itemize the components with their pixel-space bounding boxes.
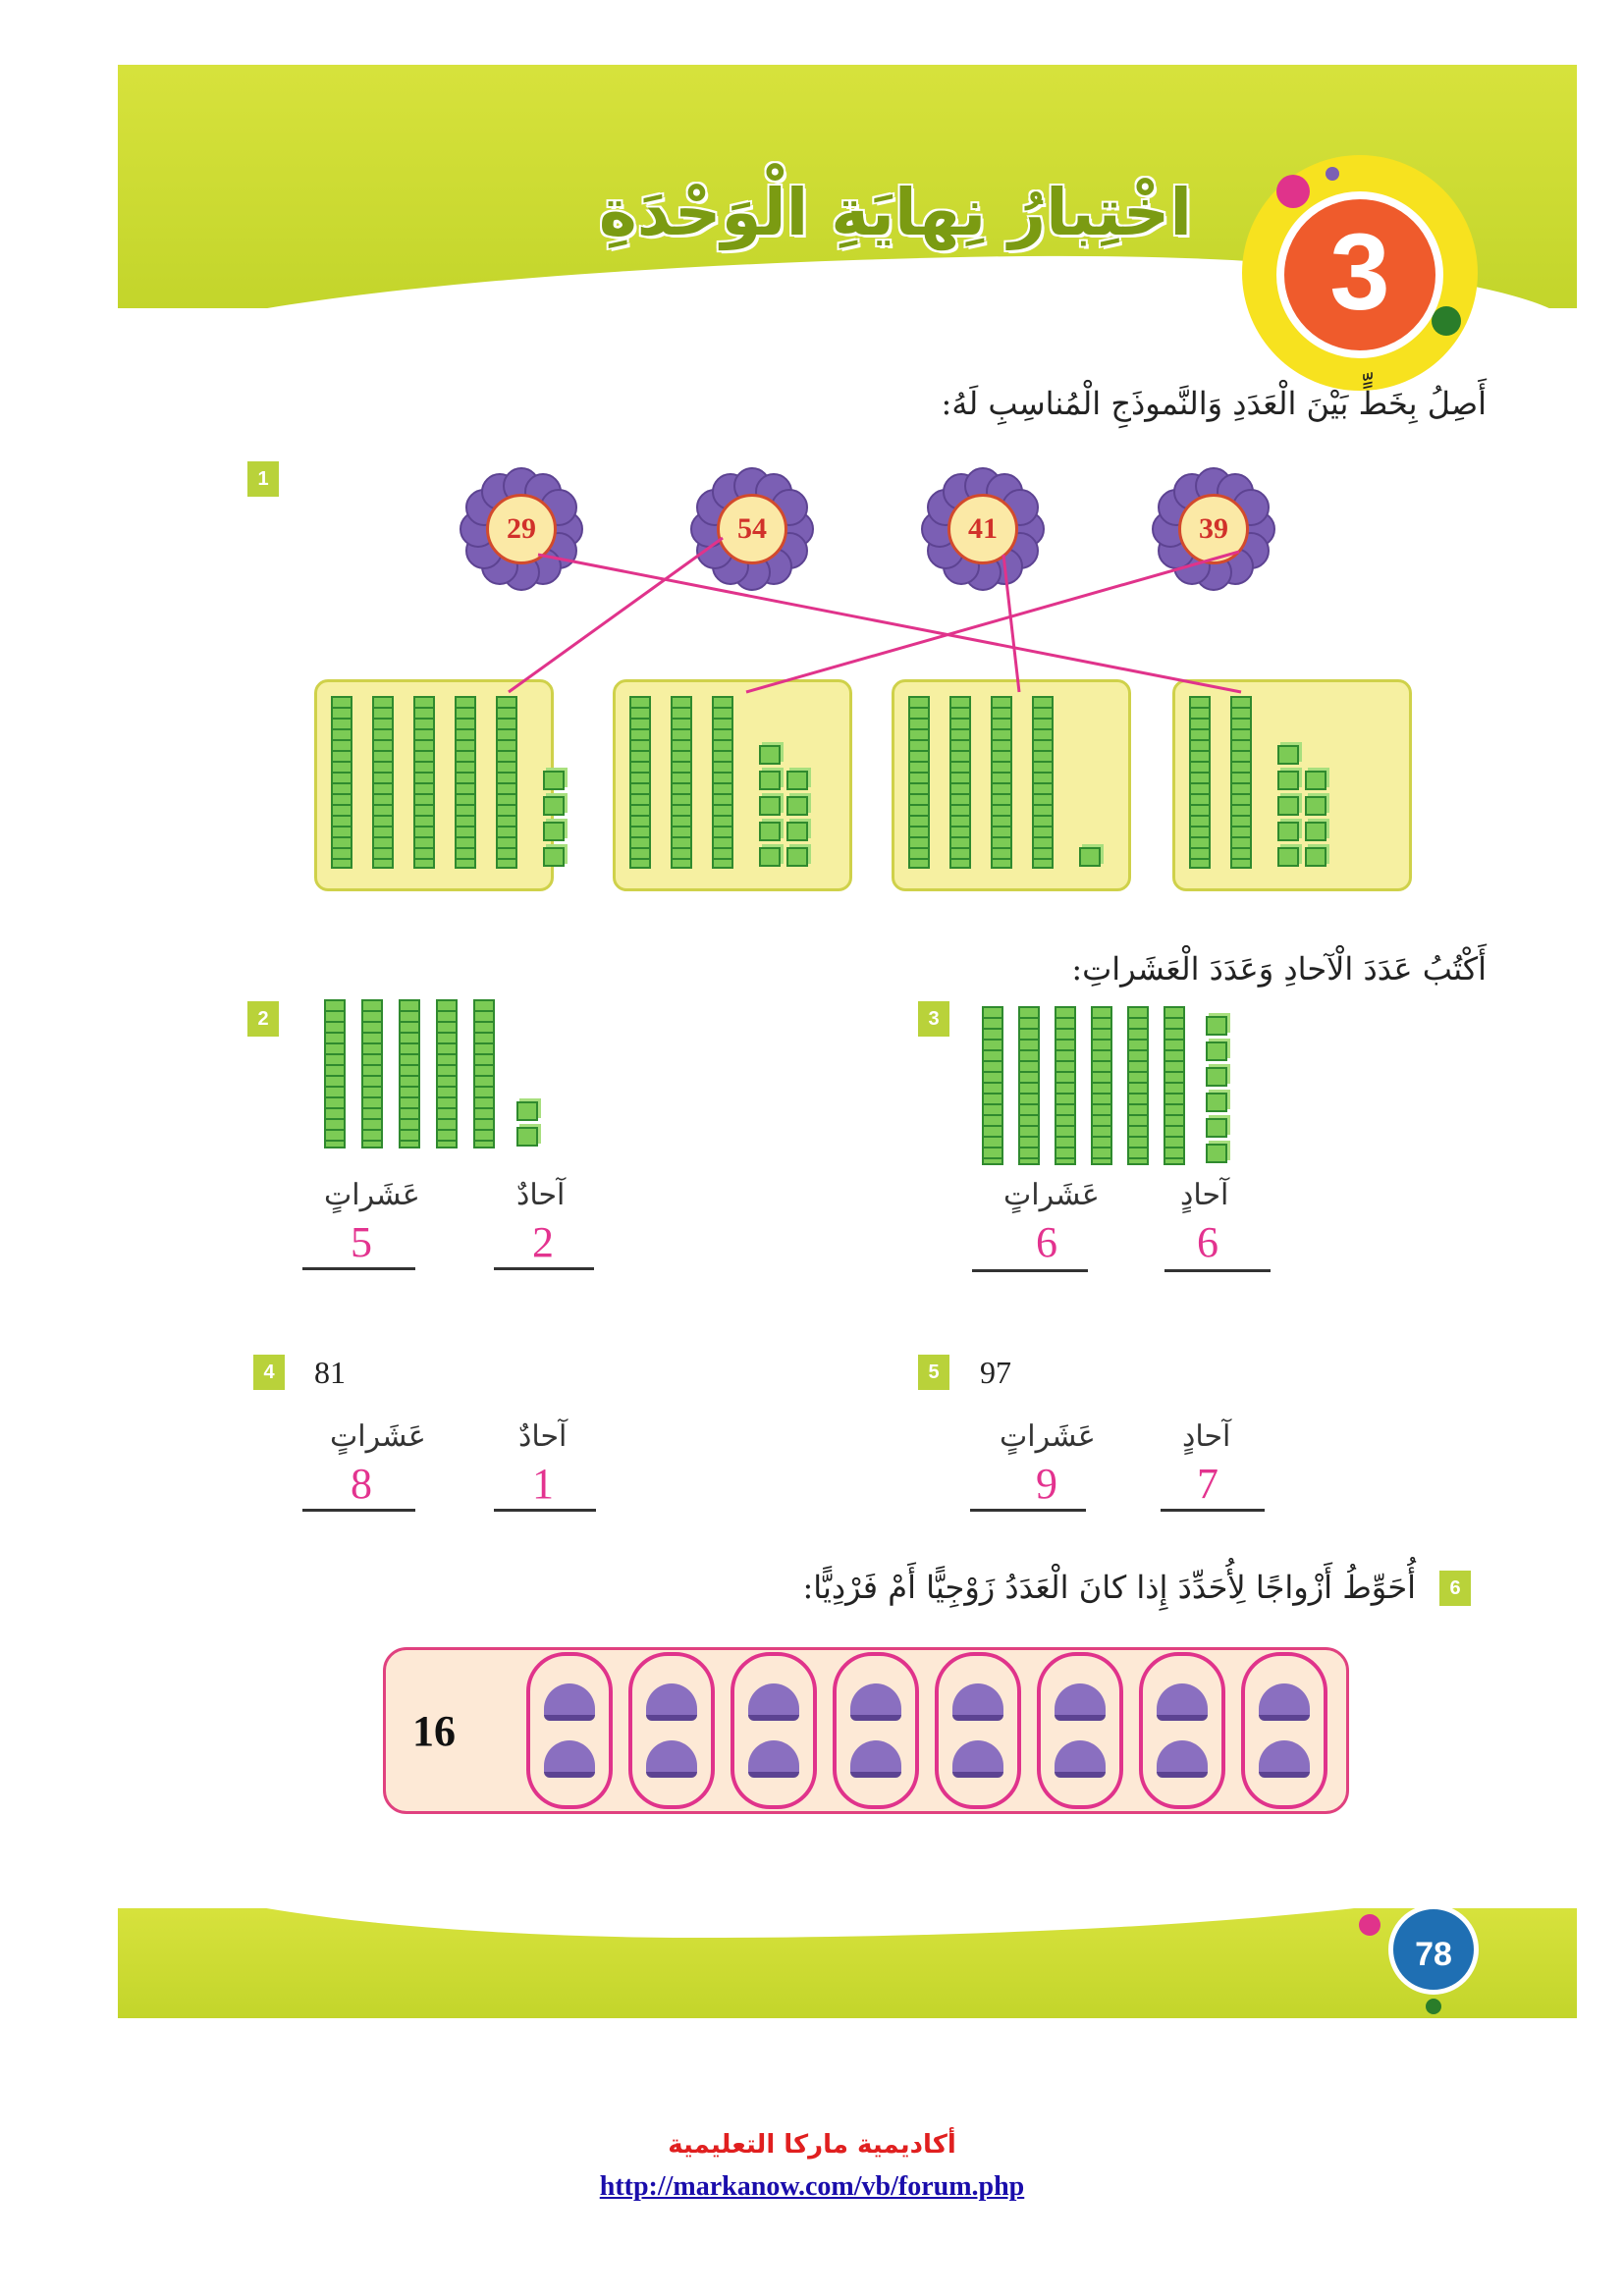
flower-number: 54 (717, 494, 787, 564)
q2-ones-answer: 2 (532, 1218, 554, 1266)
q3-ones-line (1164, 1269, 1271, 1272)
q2-tens-line (302, 1267, 415, 1270)
forum-link[interactable]: http://markanow.com/vb/forum.php (599, 2171, 1025, 2202)
hat-icon (748, 1683, 799, 1721)
pair-loop (526, 1652, 613, 1809)
pair-loop (1139, 1652, 1225, 1809)
page-title: اخْتِبارُ نِهايَةِ الْوَحْدَةِ (598, 175, 1192, 250)
pair-loop (1037, 1652, 1123, 1809)
ten-rod (436, 999, 458, 1148)
page-number: 78 (1388, 1904, 1479, 1995)
q4-tens-answer: 8 (351, 1460, 372, 1508)
q5-tens-answer: 9 (1036, 1460, 1057, 1508)
q3-tens-answer: 6 (1036, 1218, 1057, 1266)
question-number-2: 2 (247, 1001, 279, 1037)
hat-icon (646, 1740, 697, 1778)
question-number-4: 4 (253, 1355, 285, 1390)
credit-url (0, 2171, 1624, 2203)
ten-rod (473, 999, 495, 1148)
q1-instruction: أَصِلُ بِخَطٍّ بَيْنَ الْعَدَدِ وَالنَّموذَجِ الْمُناسِبِ لَهُ: (941, 385, 1487, 422)
hat-icon (1259, 1740, 1310, 1778)
one-cube (1206, 1144, 1227, 1163)
ten-rod (1055, 1006, 1076, 1165)
hat-icon (544, 1683, 595, 1721)
hat-icon (646, 1683, 697, 1721)
flower-number: 39 (1178, 494, 1249, 564)
credit-text: أكاديمية ماركا التعليمية (668, 2130, 956, 2160)
q3-ones-answer: 6 (1197, 1218, 1218, 1266)
question-number-3: 3 (918, 1001, 949, 1037)
q2-model (324, 999, 540, 1151)
ten-rod (324, 999, 346, 1148)
q5-tens-line (970, 1509, 1086, 1512)
hat-icon (850, 1683, 901, 1721)
hat-icon (850, 1740, 901, 1778)
one-cube (1206, 1016, 1227, 1036)
q5-ones-line (1161, 1509, 1265, 1512)
one-cube (1206, 1041, 1227, 1061)
q4-ones-line (494, 1509, 596, 1512)
hat-icon (748, 1740, 799, 1778)
ten-rod (399, 999, 420, 1148)
q4-tens-label: عَشَراتٍ (330, 1419, 426, 1454)
q5-value: 97 (980, 1355, 1011, 1390)
q3-tens-label: عَشَراتٍ (1003, 1178, 1100, 1212)
ten-rod (1018, 1006, 1040, 1165)
hat-icon (952, 1740, 1003, 1778)
match-line-41 (1003, 555, 1019, 692)
q5-ones-answer: 7 (1197, 1460, 1218, 1508)
pair-loop (731, 1652, 817, 1809)
q4-tens-line (302, 1509, 415, 1512)
q2-tens-label: عَشَراتٍ (324, 1178, 420, 1212)
flower-number: 41 (947, 494, 1018, 564)
decor-dot (1359, 1914, 1380, 1936)
ten-rod (982, 1006, 1003, 1165)
hat-icon (1157, 1740, 1208, 1778)
ten-rod (1164, 1006, 1185, 1165)
pair-loop (628, 1652, 715, 1809)
q6-count: 16 (412, 1707, 456, 1755)
ten-rod (1127, 1006, 1149, 1165)
hat-icon (544, 1740, 595, 1778)
q2-tens-answer: 5 (351, 1218, 372, 1266)
one-cube (516, 1127, 538, 1147)
q3-ones-label: آحادٍ (1180, 1178, 1229, 1212)
q4-ones-answer: 1 (532, 1460, 554, 1508)
match-line-39 (746, 552, 1239, 692)
question-number-6: 6 (1439, 1571, 1471, 1606)
one-cube (516, 1101, 538, 1121)
hat-icon (1055, 1740, 1106, 1778)
one-cube (1206, 1118, 1227, 1138)
q3-tens-line (972, 1269, 1088, 1272)
match-line-54 (509, 538, 723, 692)
hat-icon (1259, 1683, 1310, 1721)
hat-icon (1157, 1683, 1208, 1721)
q5-tens-label: عَشَراتٍ (1000, 1419, 1096, 1454)
match-line-29 (538, 555, 1241, 692)
ten-rod (361, 999, 383, 1148)
hat-icon (952, 1683, 1003, 1721)
flower-number: 29 (486, 494, 557, 564)
q6-instruction: أُحَوِّطُ أَزْواجًا لِأُحَدِّدَ إِذا كانَ الْعَدَدُ زَوْجِيًّا أَمْ فَرْدِيًّا: (802, 1569, 1416, 1606)
section2-instruction: أَكْتُبُ عَدَدَ الْآحادِ وَعَدَدَ الْعَشَراتِ: (1071, 950, 1487, 988)
q2-ones-label: آحادٌ (516, 1178, 566, 1212)
q2-ones-line (494, 1267, 594, 1270)
pair-loop (833, 1652, 919, 1809)
ten-rod (1091, 1006, 1112, 1165)
pair-loop (1241, 1652, 1327, 1809)
q3-model (982, 1006, 1267, 1168)
question-number-5: 5 (918, 1355, 949, 1390)
hat-icon (1055, 1683, 1106, 1721)
matching-lines (0, 0, 1624, 982)
q5-ones-label: آحادٍ (1182, 1419, 1231, 1454)
one-cube (1206, 1067, 1227, 1087)
q4-ones-label: آحادٌ (518, 1419, 568, 1454)
pair-loop (935, 1652, 1021, 1809)
question-number-1: 1 (247, 461, 279, 497)
decor-dot (1426, 1999, 1441, 2014)
q4-value: 81 (314, 1355, 346, 1390)
unit-number-badge: 3 (1276, 191, 1443, 358)
one-cube (1206, 1093, 1227, 1112)
